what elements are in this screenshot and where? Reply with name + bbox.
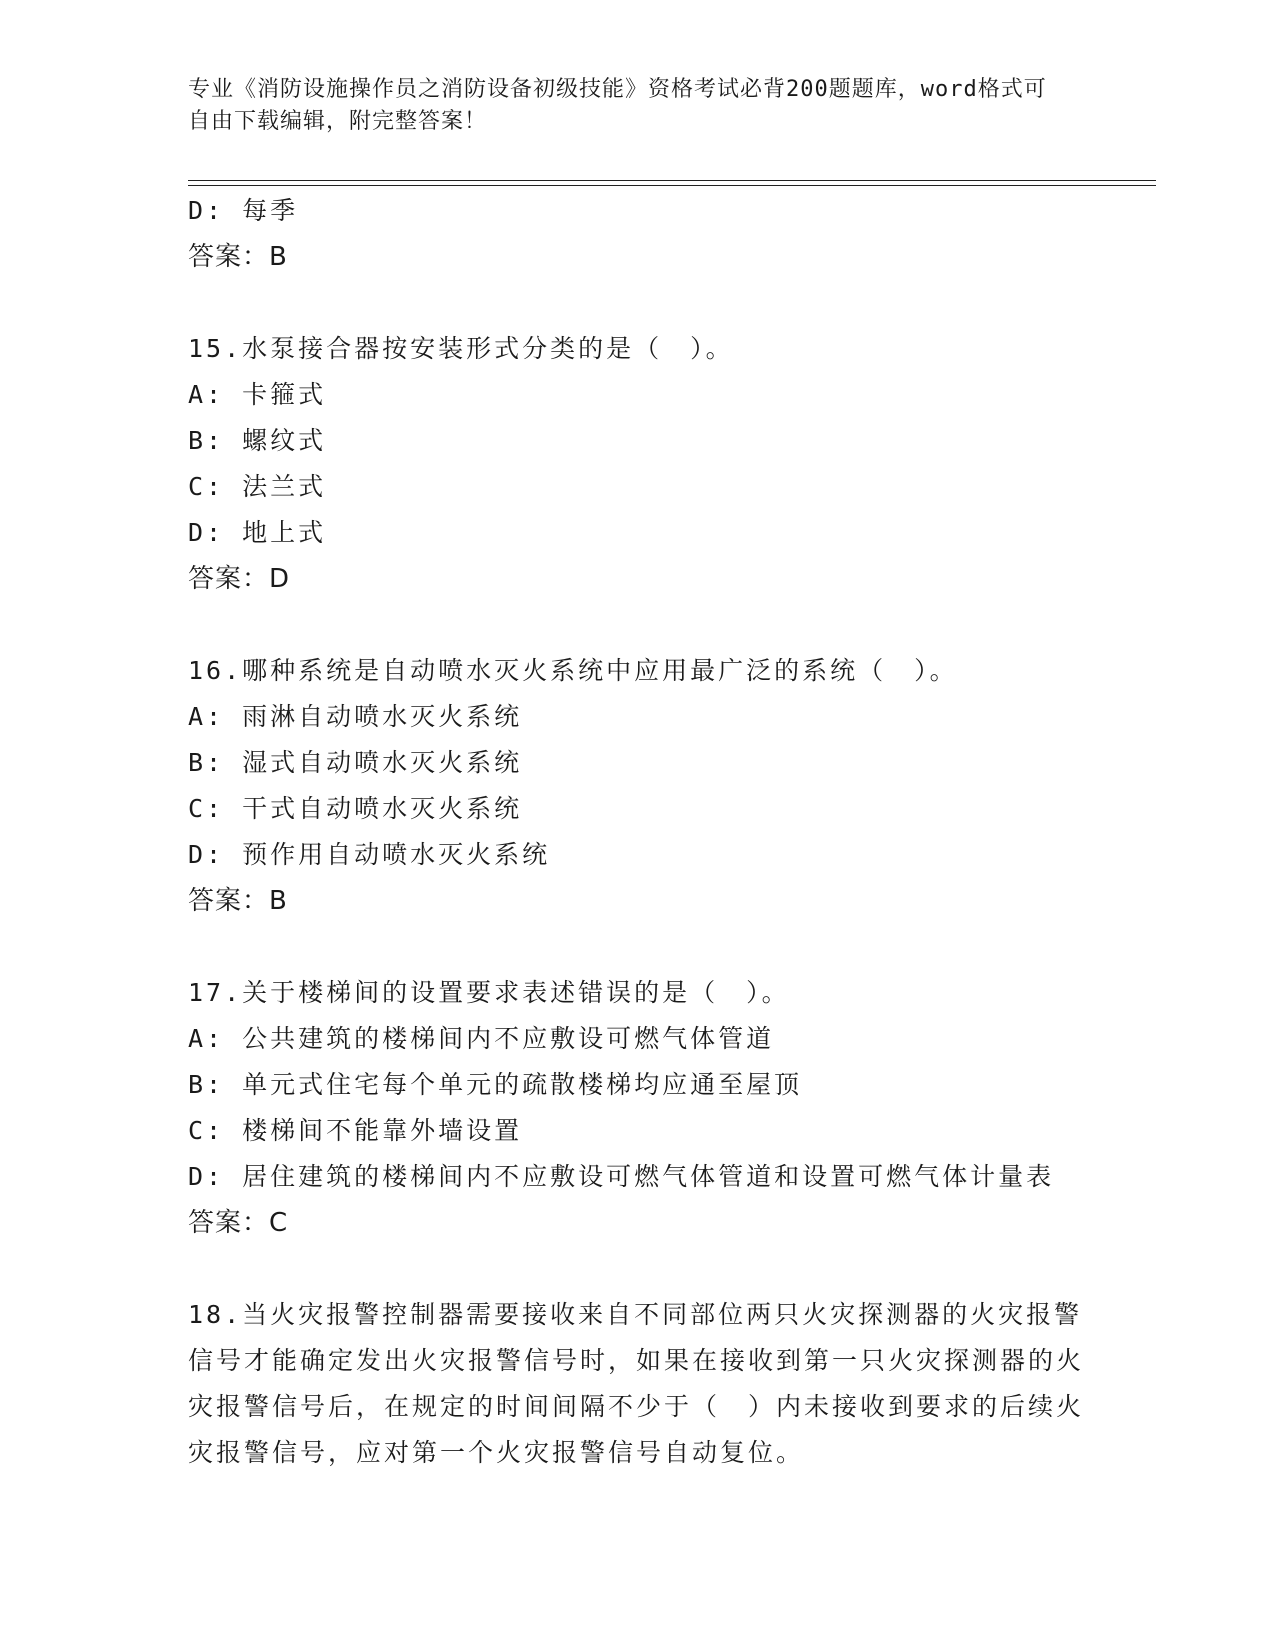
option-b: B: 单元式住宅每个单元的疏散楼梯均应通至屋顶 (188, 1070, 803, 1099)
option-a: A: 雨淋自动喷水灭火系统 (188, 702, 523, 731)
option-d: D: 居住建筑的楼梯间内不应敷设可燃气体管道和设置可燃气体计量表 (188, 1162, 1055, 1191)
question-16 (188, 648, 1088, 924)
option-c: C: 法兰式 (188, 472, 327, 501)
question-stem: 18.当火灾报警控制器需要接收来自不同部位两只火灾探测器的火灾报警信号才能确定发出火灾报警信号时，如果在接收到第一只火灾探测器的火灾报警信号后，在规定的时间间隔不少于（ ）内未接收到要求的后续火灾报警信号，应对第一个火灾报警信号自动复位。 (188, 1300, 1085, 1467)
option-a: A: 卡箍式 (188, 380, 327, 409)
prev-answer: 答案：B (188, 242, 288, 272)
prev-option-d: D: 每季 (188, 196, 299, 225)
page-header: 专业《消防设施操作员之消防设备初级技能》资格考试必背200题题库，word格式可自由下载编辑，附完整答案！ (188, 77, 1047, 134)
option-d: D: 地上式 (188, 518, 327, 547)
option-c: C: 干式自动喷水灭火系统 (188, 794, 523, 823)
header-divider (188, 180, 1156, 186)
question-stem: 17.关于楼梯间的设置要求表述错误的是（ ）。 (188, 978, 790, 1007)
option-b: B: 螺纹式 (188, 426, 327, 455)
answer: 答案：D (188, 564, 291, 594)
question-17 (188, 970, 1088, 1246)
question-stem: 16.哪种系统是自动喷水灭火系统中应用最广泛的系统（ ）。 (188, 656, 958, 685)
option-a: A: 公共建筑的楼梯间内不应敷设可燃气体管道 (188, 1024, 775, 1053)
answer: 答案：B (188, 886, 288, 916)
question-stem: 15.水泵接合器按安装形式分类的是（ ）。 (188, 334, 734, 363)
question-18 (188, 1292, 1088, 1476)
question-list (188, 188, 1088, 1476)
option-d: D: 预作用自动喷水灭火系统 (188, 840, 551, 869)
answer: 答案：C (188, 1208, 289, 1238)
option-c: C: 楼梯间不能靠外墙设置 (188, 1116, 523, 1145)
question-15 (188, 326, 1088, 602)
option-b: B: 湿式自动喷水灭火系统 (188, 748, 523, 777)
